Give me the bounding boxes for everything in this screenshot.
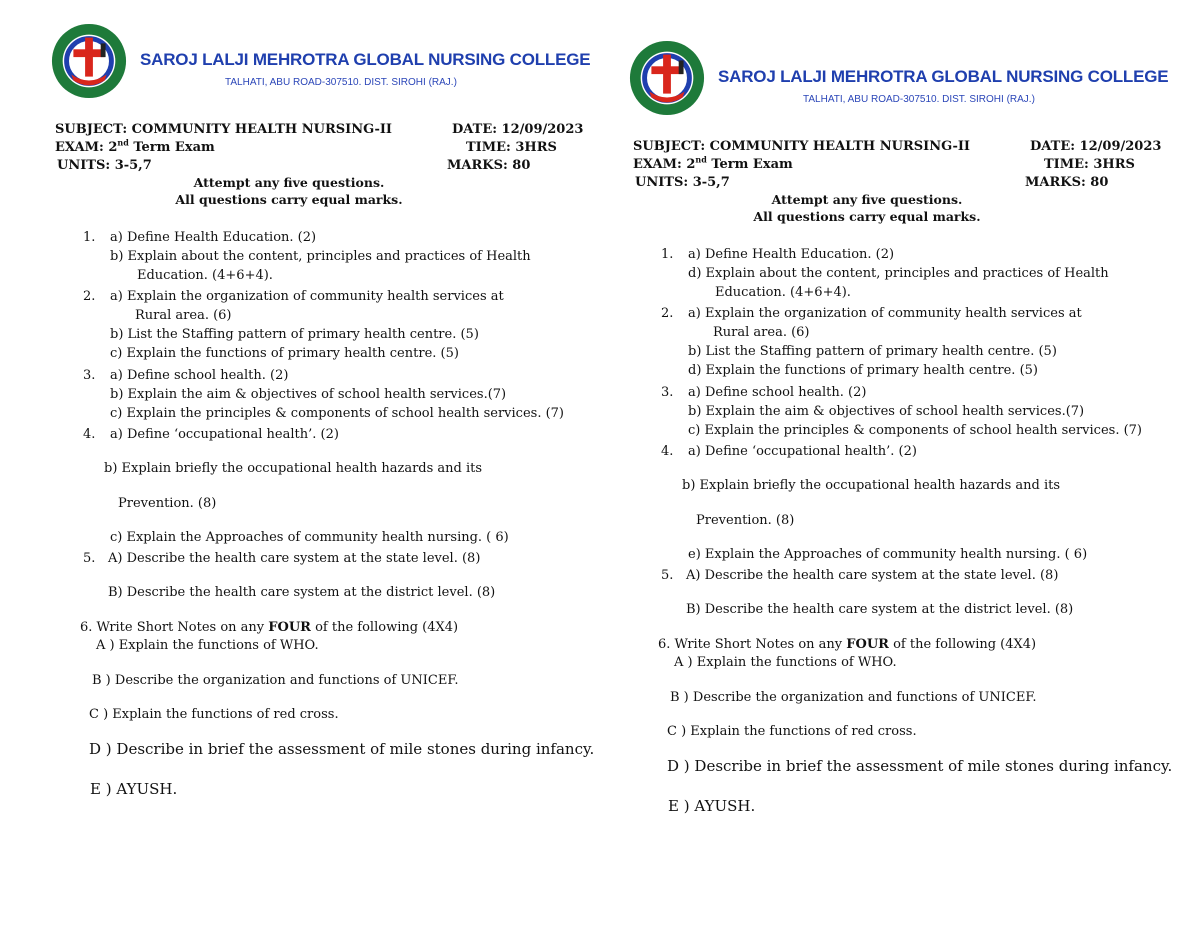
q4-part-b-cont: Prevention. (8)	[696, 513, 795, 528]
q5-part-b: B) Describe the health care system at the district level. (8)	[108, 585, 496, 600]
q4-part-a: a) Define ‘occupational health’. (2)	[688, 444, 917, 459]
q4-part-b: b) Explain briefly the occupational health hazards and its	[682, 478, 1061, 493]
q2-number: 2.	[83, 289, 96, 304]
q3-part-a: a) Define school health. (2)	[688, 385, 867, 400]
q2-part-a-cont: Rural area. (6)	[135, 308, 232, 323]
time-line: TIME: 3HRS	[1044, 157, 1135, 172]
q1-part-a: a) Define Health Education. (2)	[688, 247, 895, 262]
q4-part-c: e) Explain the Approaches of community health nursing. ( 6)	[688, 547, 1088, 562]
q2-part-b: b) List the Staffing pattern of primary health centre. (5)	[688, 344, 1057, 359]
q1-part-b-cont: Education. (4+6+4).	[137, 268, 273, 283]
college-logo-icon	[50, 22, 128, 100]
college-address: TALHATI, ABU ROAD-307510. DIST. SIROHI (RAJ.)	[803, 94, 1035, 105]
date-line: DATE: 12/09/2023	[452, 122, 584, 137]
units-line: UNITS: 3-5,7	[635, 175, 730, 190]
q3-part-b: b) Explain the aim & objectives of school health services.(7)	[110, 387, 507, 402]
q2-part-b: b) List the Staffing pattern of primary health centre. (5)	[110, 327, 479, 342]
q3-part-c: c) Explain the principles & components of school health services. (7)	[110, 406, 565, 421]
college-logo-icon	[628, 39, 706, 117]
instruction-line-2: All questions carry equal marks.	[753, 209, 981, 224]
q4-number: 4.	[83, 427, 96, 442]
marks-line: MARKS: 80	[1025, 175, 1109, 190]
q6-heading: 6. Write Short Notes on any FOUR of the following (4X4)	[658, 637, 1037, 652]
q6-part-e: E ) AYUSH.	[668, 797, 756, 815]
marks-line: MARKS: 80	[447, 158, 531, 173]
q6-heading: 6. Write Short Notes on any FOUR of the following (4X4)	[80, 620, 459, 635]
q6-part-d: D ) Describe in brief the assessment of mile stones during infancy.	[667, 757, 1173, 775]
q1-number: 1.	[83, 230, 96, 245]
instruction-line-1: Attempt any five questions.	[771, 192, 963, 207]
q3-part-b: b) Explain the aim & objectives of school health services.(7)	[688, 404, 1085, 419]
q4-part-b: b) Explain briefly the occupational health hazards and its	[104, 461, 483, 476]
q6-part-a: A ) Explain the functions of WHO.	[96, 638, 319, 653]
subject-line: SUBJECT: COMMUNITY HEALTH NURSING-II	[633, 139, 971, 154]
q6-part-a: A ) Explain the functions of WHO.	[674, 655, 897, 670]
q6-part-b: B ) Describe the organization and functions of UNICEF.	[92, 673, 459, 688]
q5-part-a: A) Describe the health care system at the state level. (8)	[686, 568, 1059, 583]
q4-part-a: a) Define ‘occupational health’. (2)	[110, 427, 339, 442]
q5-part-a: A) Describe the health care system at the state level. (8)	[108, 551, 481, 566]
q2-part-a-cont: Rural area. (6)	[713, 325, 810, 340]
exam-sheet-right	[578, 17, 1178, 944]
q3-number: 3.	[83, 368, 96, 383]
q6-part-e: E ) AYUSH.	[90, 780, 178, 798]
q2-part-c: d) Explain the functions of primary health centre. (5)	[688, 363, 1038, 378]
units-line: UNITS: 3-5,7	[57, 158, 152, 173]
q2-part-c: c) Explain the functions of primary health centre. (5)	[110, 346, 459, 361]
q5-number: 5.	[661, 568, 674, 583]
q3-part-c: c) Explain the principles & components of school health services. (7)	[688, 423, 1143, 438]
time-line: TIME: 3HRS	[466, 140, 557, 155]
q2-part-a: a) Explain the organization of community health services at	[688, 306, 1082, 321]
date-line: DATE: 12/09/2023	[1030, 139, 1162, 154]
q3-number: 3.	[661, 385, 674, 400]
q2-number: 2.	[661, 306, 674, 321]
q2-part-a: a) Explain the organization of community health services at	[110, 289, 504, 304]
q1-part-a: a) Define Health Education. (2)	[110, 230, 317, 245]
q6-part-d: D ) Describe in brief the assessment of mile stones during infancy.	[89, 740, 595, 758]
college-name: SAROJ LALJI MEHROTRA GLOBAL NURSING COLLEGE	[718, 67, 1169, 86]
q4-part-c: c) Explain the Approaches of community health nursing. ( 6)	[110, 530, 509, 545]
q4-number: 4.	[661, 444, 674, 459]
q6-part-c: C ) Explain the functions of red cross.	[667, 724, 917, 739]
q1-part-b: d) Explain about the content, principles and practices of Health	[688, 266, 1109, 281]
q1-part-b: b) Explain about the content, principles and practices of Health	[110, 249, 531, 264]
instruction-line-2: All questions carry equal marks.	[175, 192, 403, 207]
exam-sheet-left	[0, 0, 600, 927]
college-name: SAROJ LALJI MEHROTRA GLOBAL NURSING COLLEGE	[140, 50, 591, 69]
college-address: TALHATI, ABU ROAD-307510. DIST. SIROHI (RAJ.)	[225, 77, 457, 88]
q6-part-c: C ) Explain the functions of red cross.	[89, 707, 339, 722]
exam-line: EXAM: 2nd Term Exam	[633, 154, 793, 172]
q4-part-b-cont: Prevention. (8)	[118, 496, 217, 511]
q1-part-b-cont: Education. (4+6+4).	[715, 285, 851, 300]
exam-line: EXAM: 2nd Term Exam	[55, 137, 215, 155]
q3-part-a: a) Define school health. (2)	[110, 368, 289, 383]
subject-line: SUBJECT: COMMUNITY HEALTH NURSING-II	[55, 122, 393, 137]
q1-number: 1.	[661, 247, 674, 262]
q5-part-b: B) Describe the health care system at the district level. (8)	[686, 602, 1074, 617]
q5-number: 5.	[83, 551, 96, 566]
q6-part-b: B ) Describe the organization and functions of UNICEF.	[670, 690, 1037, 705]
instruction-line-1: Attempt any five questions.	[193, 175, 385, 190]
